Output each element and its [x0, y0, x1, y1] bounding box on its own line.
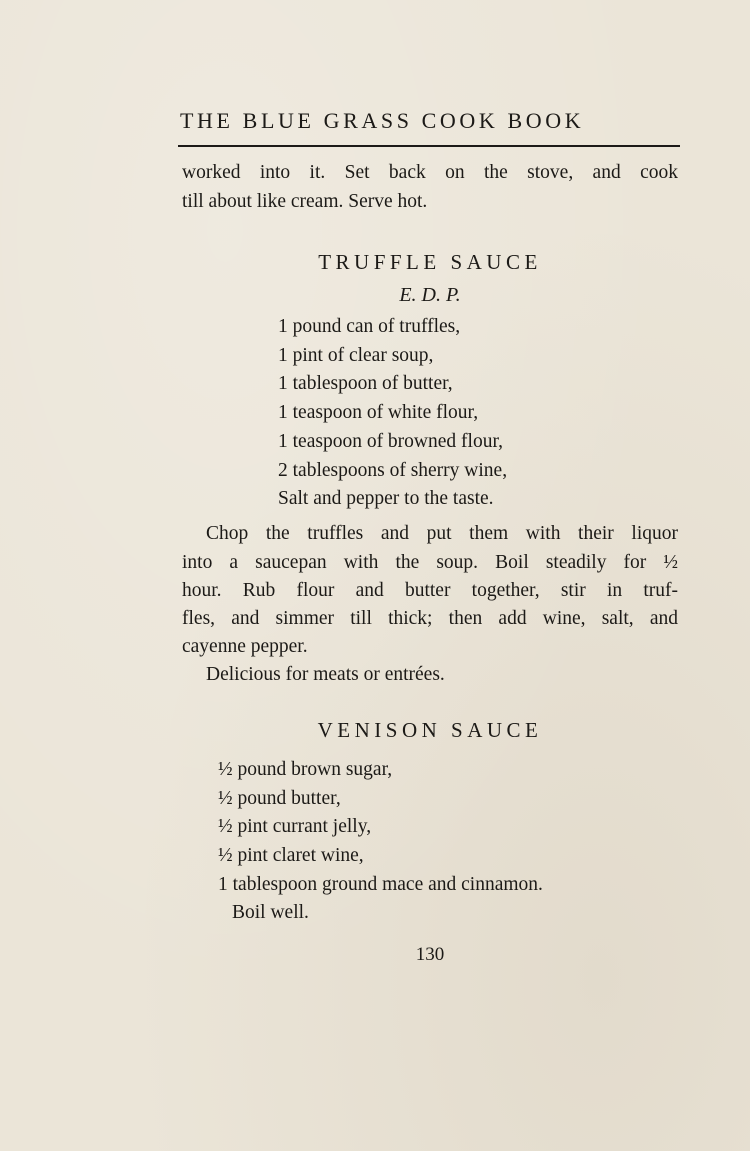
- ingredient-item: 2 tablespoons of sherry wine,: [278, 459, 508, 481]
- ingredient-item: ½ pint claret wine,: [218, 845, 364, 867]
- ingredient-item: Salt and pepper to the taste.: [278, 488, 494, 510]
- venison-sauce-title: VENISON SAUCE: [317, 718, 543, 742]
- venison-sauce-instruction: Boil well.: [232, 902, 309, 923]
- ingredient-item: 1 tablespoon ground mace and cinnamon.: [218, 873, 543, 895]
- directions-line-3: hour. Rub flour and butter together, stir in truf-: [182, 580, 678, 601]
- truffle-sauce-author: E. D. P.: [399, 284, 461, 306]
- header-rule: [178, 145, 680, 147]
- truffle-sauce-ingredients: [278, 313, 507, 514]
- ingredient-item: ½ pound brown sugar,: [218, 759, 393, 780]
- continuation-line-2: till about like cream. Serve hot.: [182, 191, 428, 212]
- ingredient-item: ½ pound butter,: [218, 787, 341, 809]
- ingredient-item: 1 tablespoon of butter,: [278, 373, 453, 395]
- ingredient-item: 1 pound can of truffles,: [278, 316, 461, 337]
- directions-line-4: fles, and simmer till thick; then add wine, salt, and: [182, 608, 678, 629]
- truffle-sauce-note: Delicious for meats or entrées.: [206, 664, 445, 685]
- ingredient-item: 1 pint of clear soup,: [278, 344, 434, 366]
- ingredient-item: ½ pint currant jelly,: [218, 816, 372, 838]
- truffle-sauce-title: TRUFFLE SAUCE: [318, 250, 542, 274]
- ingredient-item: 1 teaspoon of white flour,: [278, 402, 479, 424]
- running-head: THE BLUE GRASS COOK BOOK: [180, 108, 585, 133]
- page-number: 130: [415, 944, 445, 965]
- venison-sauce-ingredients: [218, 756, 543, 900]
- directions-line-1: Chop the truffles and put them with their liquor: [206, 523, 678, 544]
- ingredient-item: 1 teaspoon of browned flour,: [278, 430, 504, 452]
- directions-line-5: cayenne pepper.: [182, 636, 308, 657]
- continuation-line-1: worked into it. Set back on the stove, and cook: [182, 162, 678, 183]
- directions-line-2: into a saucepan with the soup. Boil steadily for ½: [182, 552, 678, 573]
